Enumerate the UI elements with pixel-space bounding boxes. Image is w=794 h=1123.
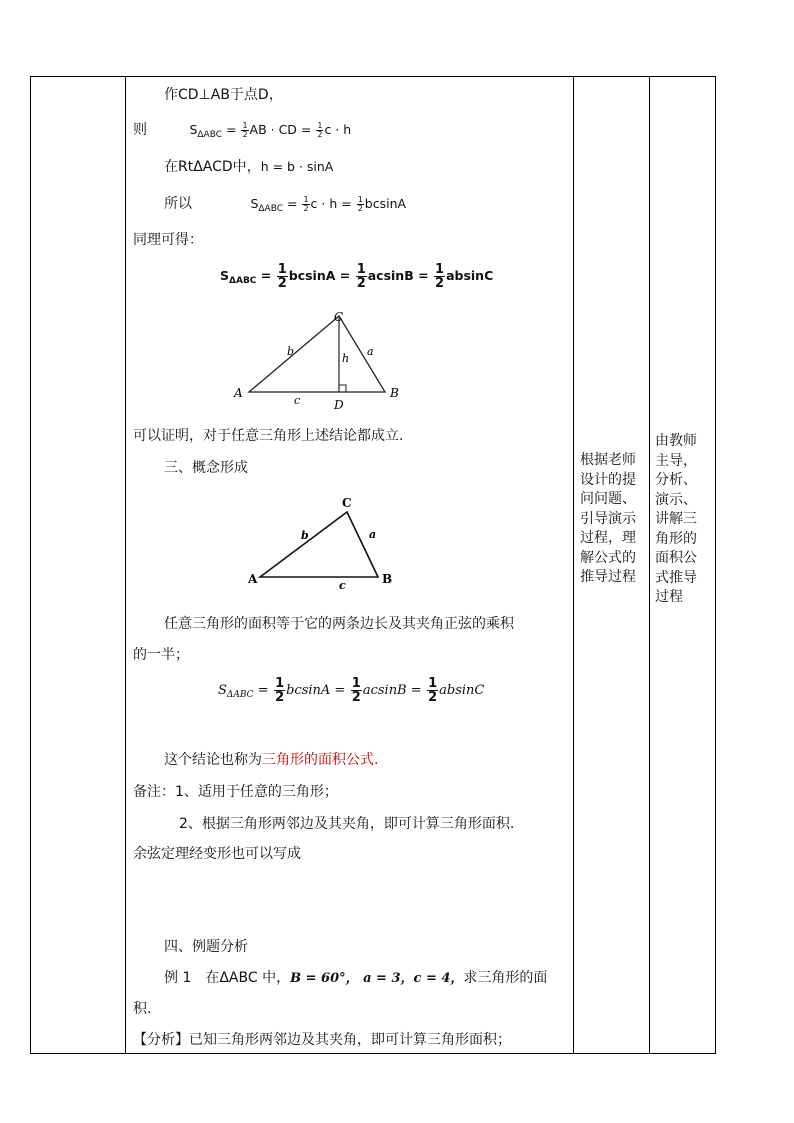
fraction: $\frac{1}{2}$	[351, 675, 361, 705]
fraction: $\frac{1}{2}$	[303, 195, 309, 213]
fraction: $\frac{1}{2}$	[277, 261, 287, 291]
text-line-1: 作CD⊥AB于点D，	[164, 87, 283, 103]
highlight-term: 三角形的面积公式.	[262, 752, 379, 768]
vertex-label-a: A	[248, 572, 258, 586]
right-angle-mark	[339, 385, 346, 392]
student-activity-text: 根据老师设计的提问问题、引导演示过程，理解公式的推导过程	[580, 452, 636, 585]
vertex-label-c: C	[342, 496, 352, 510]
formula-line-2: 则 $S_{\Delta ABC}$ = $\frac{1}{2}$ AB · CD = $\frac{1}{2}$ c · h	[133, 121, 352, 140]
text-line-6: 可以证明，对于任意三角形上述结论都成立.	[133, 428, 404, 444]
text-line-9: 的一半；	[133, 647, 189, 663]
section-heading-3: 三、概念形成	[164, 460, 248, 476]
text-line-3: 在RtΔACD中，h = b · sinA	[164, 159, 334, 175]
column-divider-2	[573, 77, 574, 1053]
column-divider-1	[125, 77, 126, 1053]
triangle-shape	[260, 512, 378, 577]
text-line-13: 余弦定理经变形也可以写成	[133, 846, 301, 862]
fraction: $\frac{1}{2}$	[242, 121, 248, 139]
fraction: $\frac{1}{2}$	[317, 121, 323, 139]
vertex-label-b: B	[390, 386, 399, 400]
area-formula-italic: $S_{\Delta ABC}$ = $\frac{1}{2}$ bcsinA = $\frac{1}{2}$ acsinB = $\frac{1}{2}$ absinC	[218, 675, 485, 705]
side-label-c: c	[339, 579, 346, 590]
analysis-line: 【分析】已知三角形两邻边及其夹角，即可计算三角形面积；	[133, 1032, 511, 1048]
fraction: $\frac{1}{2}$	[356, 261, 366, 291]
fraction: $\frac{1}{2}$	[435, 261, 445, 291]
formula-line-4: 所以 $S_{\Delta ABC}$ = $\frac{1}{2}$ c · h = $\frac{1}{2}$ bcsinA	[164, 195, 407, 214]
vertex-label-b: B	[382, 572, 393, 586]
text-line-12: 2、根据三角形两邻边及其夹角，即可计算三角形面积.	[179, 816, 515, 832]
fraction: $\frac{1}{2}$	[428, 675, 438, 705]
altitude-label-h: h	[342, 352, 350, 365]
example-line-2: 积.	[133, 1001, 152, 1017]
side-label-a: a	[367, 345, 374, 358]
vertex-label-a: A	[234, 386, 243, 400]
triangle-altitude-figure	[225, 305, 415, 413]
area-formula-bold: $S_{\Delta ABC}$ = $\frac{1}{2}$ bcsinA = $\frac{1}{2}$ acsinB = $\frac{1}{2}$ absinC	[220, 261, 494, 291]
side-label-b: b	[301, 529, 309, 542]
fraction: $\frac{1}{2}$	[357, 195, 363, 213]
section-heading-4: 四、例题分析	[164, 939, 248, 955]
text-line-8: 任意三角形的面积等于它的两条边长及其夹角正弦的乘积	[164, 616, 514, 632]
text-line-11: 备注：1、适用于任意的三角形；	[133, 784, 338, 800]
triangle-figure	[240, 492, 400, 590]
triangle-shape	[249, 316, 385, 392]
vertex-label-c: C	[334, 310, 344, 324]
design-intent-text: 由教师主导，分析、演示、讲解三角形的面积公式推导过程	[655, 433, 697, 605]
side-label-c: c	[294, 394, 301, 407]
side-label-a: a	[369, 528, 377, 541]
example-line-1: 例 1 在ΔABC 中，B = 60°， a = 3，c = 4，求三角形的面	[164, 970, 548, 986]
text-line-10: 这个结论也称为三角形的面积公式.	[164, 752, 379, 768]
text-line-5: 同理可得：	[133, 232, 203, 248]
side-label-b: b	[287, 345, 295, 358]
fraction: $\frac{1}{2}$	[275, 675, 285, 705]
vertex-label-d: D	[334, 398, 344, 412]
column-divider-3	[649, 77, 650, 1053]
